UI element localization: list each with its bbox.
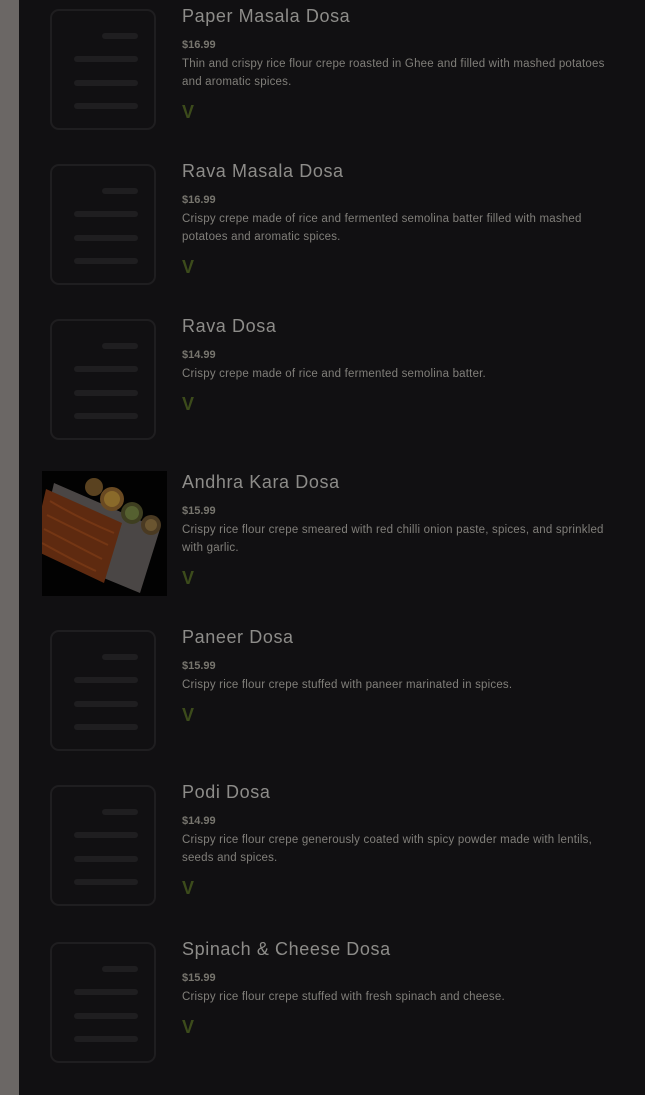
menu-list	[19, 0, 645, 1095]
vegetarian-badge: V	[182, 568, 195, 588]
image-placeholder-icon	[50, 9, 156, 130]
item-description: Crispy rice flour crepe stuffed with fresh spinach and cheese.	[182, 991, 505, 1003]
vegetarian-badge: V	[182, 394, 195, 414]
item-name: Spinach & Cheese Dosa	[182, 939, 391, 959]
item-description: Crispy rice flour crepe stuffed with paneer marinated in spices.	[182, 679, 513, 691]
item-name: Rava Masala Dosa	[182, 161, 344, 181]
item-name: Rava Dosa	[182, 316, 277, 336]
item-description: Crispy rice flour crepe smeared with red chilli onion paste, spices, and sprinkled with garlic.	[182, 524, 604, 554]
item-price: $15.99	[182, 660, 216, 672]
item-description: Crispy crepe made of rice and fermented semolina batter.	[182, 368, 486, 380]
image-placeholder-icon	[50, 319, 156, 440]
item-name: Podi Dosa	[182, 782, 271, 802]
item-price: $14.99	[182, 349, 216, 361]
vegetarian-badge: V	[182, 257, 195, 277]
item-name: Paper Masala Dosa	[182, 6, 351, 26]
item-price: $15.99	[182, 972, 216, 984]
dosa-photo	[42, 471, 167, 596]
vegetarian-badge: V	[182, 878, 195, 898]
item-description: Crispy rice flour crepe generously coated with spicy powder made with lentils, seeds and spices.	[182, 834, 592, 864]
item-description: Crispy crepe made of rice and fermented semolina batter filled with mashed potatoes and aromatic spices.	[182, 213, 582, 243]
image-placeholder-icon	[50, 942, 156, 1063]
image-placeholder-icon	[50, 630, 156, 751]
item-name: Andhra Kara Dosa	[182, 472, 340, 492]
item-price: $14.99	[182, 815, 216, 827]
item-name: Paneer Dosa	[182, 627, 294, 647]
vegetarian-badge: V	[182, 1017, 195, 1037]
image-placeholder-icon	[50, 785, 156, 906]
item-description: Thin and crispy rice flour crepe roasted in Ghee and filled with mashed potatoes and aromatic spices.	[182, 58, 605, 88]
item-price: $15.99	[182, 505, 216, 517]
item-price: $16.99	[182, 194, 216, 206]
vegetarian-badge: V	[182, 705, 195, 725]
item-price: $16.99	[182, 39, 216, 51]
image-placeholder-icon	[50, 164, 156, 285]
vegetarian-badge: V	[182, 102, 195, 122]
